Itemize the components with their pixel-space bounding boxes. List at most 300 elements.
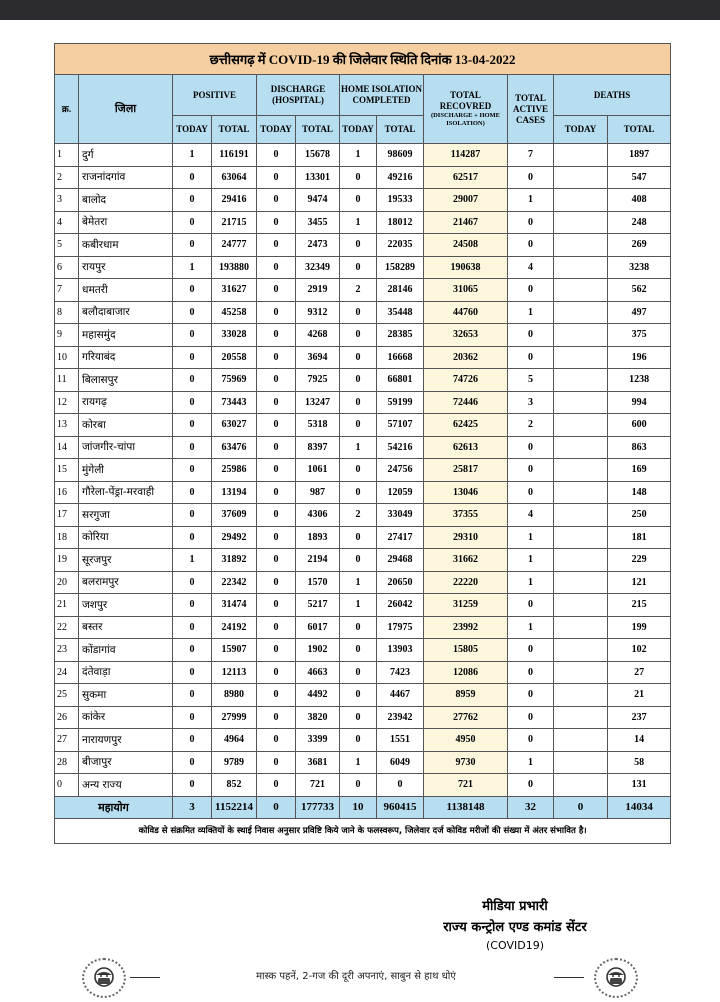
row-positive-total: 73443 bbox=[212, 391, 257, 414]
row-deaths-total: 181 bbox=[608, 526, 671, 549]
header-total-active: TOTAL ACTIVE CASES bbox=[508, 75, 554, 144]
row-deaths-total: 408 bbox=[608, 189, 671, 212]
signature-block bbox=[400, 896, 630, 952]
row-home-isolation-today: 0 bbox=[340, 729, 377, 752]
row-active-cases: 0 bbox=[508, 706, 554, 729]
header-discharge bbox=[257, 75, 340, 116]
row-positive-total: 75969 bbox=[212, 369, 257, 392]
row-serial: 22 bbox=[55, 616, 79, 639]
row-district: गौरेला-पेंड्रा-मरवाही bbox=[79, 481, 173, 504]
row-district: जांजगीर-चांपा bbox=[79, 436, 173, 459]
row-discharge-today: 0 bbox=[257, 571, 296, 594]
row-deaths-today bbox=[554, 571, 608, 594]
row-deaths-today bbox=[554, 346, 608, 369]
row-positive-today: 0 bbox=[173, 751, 212, 774]
header-positive: POSITIVE bbox=[173, 75, 257, 116]
row-home-isolation-today: 0 bbox=[340, 684, 377, 707]
row-active-cases: 0 bbox=[508, 774, 554, 797]
top-dark-bar bbox=[0, 0, 720, 20]
grand-total-deaths-today: 0 bbox=[554, 796, 608, 818]
row-serial: 1 bbox=[55, 144, 79, 167]
row-active-cases: 0 bbox=[508, 729, 554, 752]
table-row bbox=[55, 729, 671, 752]
row-discharge-total: 4663 bbox=[296, 661, 340, 684]
row-positive-today: 0 bbox=[173, 616, 212, 639]
row-serial: 7 bbox=[55, 279, 79, 302]
header-positive-total: TOTAL bbox=[212, 116, 257, 144]
row-home-isolation-today: 1 bbox=[340, 571, 377, 594]
row-discharge-today: 0 bbox=[257, 301, 296, 324]
row-active-cases: 1 bbox=[508, 751, 554, 774]
header-positive-today: TODAY bbox=[173, 116, 212, 144]
header-deaths-today: TODAY bbox=[554, 116, 608, 144]
row-active-cases: 0 bbox=[508, 211, 554, 234]
row-active-cases: 1 bbox=[508, 526, 554, 549]
table-row bbox=[55, 211, 671, 234]
row-positive-today: 0 bbox=[173, 211, 212, 234]
row-positive-total: 31627 bbox=[212, 279, 257, 302]
row-deaths-total: 250 bbox=[608, 504, 671, 527]
grand-total-recovered: 1138148 bbox=[424, 796, 508, 818]
row-district: दुर्ग bbox=[79, 144, 173, 167]
row-district: कोरिया bbox=[79, 526, 173, 549]
row-home-isolation-total: 12059 bbox=[377, 481, 424, 504]
row-district: गरियाबंद bbox=[79, 346, 173, 369]
row-total-recovered: 23992 bbox=[424, 616, 508, 639]
row-discharge-total: 2473 bbox=[296, 234, 340, 257]
row-home-isolation-total: 98609 bbox=[377, 144, 424, 167]
signature-title: मीडिया प्रभारी bbox=[482, 899, 548, 914]
row-positive-today: 0 bbox=[173, 234, 212, 257]
row-deaths-today bbox=[554, 144, 608, 167]
row-serial: 25 bbox=[55, 684, 79, 707]
row-discharge-total: 3455 bbox=[296, 211, 340, 234]
header-home-isolation-today: TODAY bbox=[340, 116, 377, 144]
row-total-recovered: 72446 bbox=[424, 391, 508, 414]
row-district: जशपुर bbox=[79, 594, 173, 617]
row-home-isolation-today: 0 bbox=[340, 234, 377, 257]
row-active-cases: 0 bbox=[508, 594, 554, 617]
row-positive-today: 1 bbox=[173, 549, 212, 572]
row-total-recovered: 15805 bbox=[424, 639, 508, 662]
row-home-isolation-total: 19533 bbox=[377, 189, 424, 212]
row-deaths-today bbox=[554, 639, 608, 662]
table-row bbox=[55, 594, 671, 617]
row-deaths-total: 131 bbox=[608, 774, 671, 797]
row-district: नारायणपुर bbox=[79, 729, 173, 752]
footnote-row bbox=[55, 818, 671, 843]
row-discharge-today: 0 bbox=[257, 526, 296, 549]
row-home-isolation-today: 0 bbox=[340, 256, 377, 279]
row-positive-today: 0 bbox=[173, 594, 212, 617]
row-deaths-total: 196 bbox=[608, 346, 671, 369]
row-deaths-today bbox=[554, 526, 608, 549]
row-deaths-today bbox=[554, 684, 608, 707]
row-active-cases: 2 bbox=[508, 414, 554, 437]
table-row bbox=[55, 369, 671, 392]
row-positive-total: 24192 bbox=[212, 616, 257, 639]
row-serial: 0 bbox=[55, 774, 79, 797]
row-active-cases: 0 bbox=[508, 459, 554, 482]
row-total-recovered: 21467 bbox=[424, 211, 508, 234]
table-row bbox=[55, 189, 671, 212]
row-total-recovered: 37355 bbox=[424, 504, 508, 527]
row-total-recovered: 20362 bbox=[424, 346, 508, 369]
header-district: जिला bbox=[79, 75, 173, 144]
table-row bbox=[55, 234, 671, 257]
row-district: बस्तर bbox=[79, 616, 173, 639]
table-row bbox=[55, 684, 671, 707]
row-discharge-today: 0 bbox=[257, 234, 296, 257]
row-home-isolation-today: 1 bbox=[340, 436, 377, 459]
row-deaths-total: 215 bbox=[608, 594, 671, 617]
row-discharge-total: 3399 bbox=[296, 729, 340, 752]
row-district: राजनांदगांव bbox=[79, 166, 173, 189]
row-discharge-today: 0 bbox=[257, 751, 296, 774]
row-serial: 27 bbox=[55, 729, 79, 752]
row-home-isolation-today: 0 bbox=[340, 301, 377, 324]
row-serial: 2 bbox=[55, 166, 79, 189]
grand-total-home-isolation-today: 10 bbox=[340, 796, 377, 818]
row-home-isolation-total: 4467 bbox=[377, 684, 424, 707]
row-serial: 10 bbox=[55, 346, 79, 369]
signature-subtitle: (COVID19) bbox=[486, 939, 544, 952]
row-serial: 14 bbox=[55, 436, 79, 459]
row-deaths-total: 863 bbox=[608, 436, 671, 459]
row-positive-today: 0 bbox=[173, 729, 212, 752]
row-discharge-total: 2919 bbox=[296, 279, 340, 302]
table-row bbox=[55, 571, 671, 594]
table-row bbox=[55, 391, 671, 414]
row-serial: 28 bbox=[55, 751, 79, 774]
row-home-isolation-total: 1551 bbox=[377, 729, 424, 752]
row-district: दंतेवाड़ा bbox=[79, 661, 173, 684]
row-district: बिलासपुर bbox=[79, 369, 173, 392]
row-discharge-today: 0 bbox=[257, 369, 296, 392]
row-home-isolation-total: 27417 bbox=[377, 526, 424, 549]
district-status-table bbox=[54, 43, 671, 844]
header-total-recovered-line2: (DISCHARGE + HOME ISOLATION) bbox=[430, 112, 501, 127]
row-positive-today: 0 bbox=[173, 774, 212, 797]
table-row bbox=[55, 256, 671, 279]
row-serial: 19 bbox=[55, 549, 79, 572]
row-discharge-total: 1061 bbox=[296, 459, 340, 482]
row-deaths-total: 148 bbox=[608, 481, 671, 504]
row-district: अन्य राज्य bbox=[79, 774, 173, 797]
row-active-cases: 1 bbox=[508, 549, 554, 572]
row-positive-total: 852 bbox=[212, 774, 257, 797]
row-home-isolation-today: 1 bbox=[340, 594, 377, 617]
row-discharge-today: 0 bbox=[257, 549, 296, 572]
table-row bbox=[55, 301, 671, 324]
row-positive-today: 0 bbox=[173, 189, 212, 212]
table-row bbox=[55, 526, 671, 549]
row-positive-today: 0 bbox=[173, 481, 212, 504]
row-positive-total: 21715 bbox=[212, 211, 257, 234]
row-active-cases: 1 bbox=[508, 189, 554, 212]
row-discharge-today: 0 bbox=[257, 166, 296, 189]
row-deaths-today bbox=[554, 729, 608, 752]
header-discharge-total: TOTAL bbox=[296, 116, 340, 144]
row-positive-total: 9789 bbox=[212, 751, 257, 774]
row-positive-today: 0 bbox=[173, 324, 212, 347]
row-district: बालोद bbox=[79, 189, 173, 212]
table-row bbox=[55, 706, 671, 729]
row-home-isolation-total: 22035 bbox=[377, 234, 424, 257]
row-positive-today: 0 bbox=[173, 504, 212, 527]
row-deaths-total: 3238 bbox=[608, 256, 671, 279]
row-positive-total: 31892 bbox=[212, 549, 257, 572]
row-home-isolation-total: 18012 bbox=[377, 211, 424, 234]
row-total-recovered: 74726 bbox=[424, 369, 508, 392]
row-serial: 26 bbox=[55, 706, 79, 729]
row-total-recovered: 31662 bbox=[424, 549, 508, 572]
header-deaths-total: TOTAL bbox=[608, 116, 671, 144]
footer-slogan-strip bbox=[70, 958, 640, 998]
row-positive-today: 1 bbox=[173, 144, 212, 167]
row-positive-total: 12113 bbox=[212, 661, 257, 684]
table-row bbox=[55, 279, 671, 302]
header-discharge-today: TODAY bbox=[257, 116, 296, 144]
header-discharge-line2: (HOSPITAL) bbox=[272, 95, 324, 105]
row-serial: 3 bbox=[55, 189, 79, 212]
row-deaths-total: 269 bbox=[608, 234, 671, 257]
row-active-cases: 0 bbox=[508, 436, 554, 459]
row-total-recovered: 27762 bbox=[424, 706, 508, 729]
row-discharge-today: 0 bbox=[257, 324, 296, 347]
row-positive-today: 0 bbox=[173, 166, 212, 189]
report-title: छत्तीसगढ़ में COVID-19 की जिलेवार स्थिति दिनांक 13-04-2022 bbox=[55, 44, 671, 75]
row-district: कबीरधाम bbox=[79, 234, 173, 257]
row-positive-today: 0 bbox=[173, 639, 212, 662]
row-district: रायपुर bbox=[79, 256, 173, 279]
row-home-isolation-today: 1 bbox=[340, 751, 377, 774]
row-total-recovered: 9730 bbox=[424, 751, 508, 774]
row-home-isolation-total: 28146 bbox=[377, 279, 424, 302]
row-home-isolation-total: 28385 bbox=[377, 324, 424, 347]
row-deaths-total: 199 bbox=[608, 616, 671, 639]
row-home-isolation-total: 0 bbox=[377, 774, 424, 797]
row-deaths-today bbox=[554, 436, 608, 459]
row-positive-today: 0 bbox=[173, 684, 212, 707]
row-total-recovered: 44760 bbox=[424, 301, 508, 324]
row-discharge-total: 5217 bbox=[296, 594, 340, 617]
row-home-isolation-total: 66801 bbox=[377, 369, 424, 392]
row-serial: 16 bbox=[55, 481, 79, 504]
row-deaths-total: 14 bbox=[608, 729, 671, 752]
row-home-isolation-total: 54216 bbox=[377, 436, 424, 459]
row-deaths-today bbox=[554, 369, 608, 392]
row-positive-total: 8980 bbox=[212, 684, 257, 707]
row-positive-today: 0 bbox=[173, 661, 212, 684]
row-active-cases: 0 bbox=[508, 639, 554, 662]
table-row bbox=[55, 346, 671, 369]
row-total-recovered: 29007 bbox=[424, 189, 508, 212]
row-district: सुकमा bbox=[79, 684, 173, 707]
masked-face-icon bbox=[594, 958, 638, 998]
row-district: धमतरी bbox=[79, 279, 173, 302]
header-discharge-line1: DISCHARGE bbox=[270, 84, 326, 94]
row-home-isolation-today: 0 bbox=[340, 639, 377, 662]
row-home-isolation-today: 0 bbox=[340, 616, 377, 639]
row-active-cases: 3 bbox=[508, 391, 554, 414]
row-active-cases: 1 bbox=[508, 616, 554, 639]
row-deaths-total: 562 bbox=[608, 279, 671, 302]
row-home-isolation-total: 20650 bbox=[377, 571, 424, 594]
row-deaths-today bbox=[554, 481, 608, 504]
row-deaths-today bbox=[554, 211, 608, 234]
grand-total-home-isolation-total: 960415 bbox=[377, 796, 424, 818]
row-district: महासमुंद bbox=[79, 324, 173, 347]
grand-total-discharge-today: 0 bbox=[257, 796, 296, 818]
row-deaths-today bbox=[554, 301, 608, 324]
row-positive-today: 0 bbox=[173, 414, 212, 437]
row-positive-total: 31474 bbox=[212, 594, 257, 617]
row-discharge-total: 13301 bbox=[296, 166, 340, 189]
row-discharge-total: 987 bbox=[296, 481, 340, 504]
row-active-cases: 0 bbox=[508, 234, 554, 257]
header-home-isolation bbox=[340, 75, 424, 116]
table-row bbox=[55, 774, 671, 797]
row-home-isolation-today: 0 bbox=[340, 391, 377, 414]
row-total-recovered: 31065 bbox=[424, 279, 508, 302]
row-positive-today: 0 bbox=[173, 526, 212, 549]
header-total-recovered bbox=[424, 75, 508, 144]
row-deaths-today bbox=[554, 774, 608, 797]
row-deaths-total: 169 bbox=[608, 459, 671, 482]
header-home-isolation-line1: HOME ISOLATION bbox=[340, 84, 423, 94]
row-discharge-total: 6017 bbox=[296, 616, 340, 639]
row-discharge-total: 4268 bbox=[296, 324, 340, 347]
row-total-recovered: 31259 bbox=[424, 594, 508, 617]
grand-total-positive-total: 1152214 bbox=[212, 796, 257, 818]
row-serial: 18 bbox=[55, 526, 79, 549]
row-positive-total: 63064 bbox=[212, 166, 257, 189]
row-total-recovered: 22220 bbox=[424, 571, 508, 594]
row-home-isolation-today: 1 bbox=[340, 211, 377, 234]
grand-total-active: 32 bbox=[508, 796, 554, 818]
row-discharge-total: 1570 bbox=[296, 571, 340, 594]
table-row bbox=[55, 481, 671, 504]
row-home-isolation-today: 0 bbox=[340, 526, 377, 549]
row-home-isolation-today: 0 bbox=[340, 706, 377, 729]
row-active-cases: 0 bbox=[508, 481, 554, 504]
row-total-recovered: 190638 bbox=[424, 256, 508, 279]
row-active-cases: 7 bbox=[508, 144, 554, 167]
row-deaths-today bbox=[554, 751, 608, 774]
row-home-isolation-total: 16668 bbox=[377, 346, 424, 369]
row-discharge-total: 2194 bbox=[296, 549, 340, 572]
table-row bbox=[55, 166, 671, 189]
row-discharge-today: 0 bbox=[257, 346, 296, 369]
row-discharge-total: 1902 bbox=[296, 639, 340, 662]
row-deaths-today bbox=[554, 414, 608, 437]
row-total-recovered: 8959 bbox=[424, 684, 508, 707]
row-positive-total: 45258 bbox=[212, 301, 257, 324]
header-home-isolation-line2: COMPLETED bbox=[352, 95, 411, 105]
row-positive-today: 1 bbox=[173, 256, 212, 279]
row-home-isolation-today: 0 bbox=[340, 414, 377, 437]
row-positive-total: 15907 bbox=[212, 639, 257, 662]
row-home-isolation-total: 33049 bbox=[377, 504, 424, 527]
row-deaths-total: 1897 bbox=[608, 144, 671, 167]
row-district: कोंडागांव bbox=[79, 639, 173, 662]
row-discharge-today: 0 bbox=[257, 391, 296, 414]
row-positive-today: 0 bbox=[173, 279, 212, 302]
row-discharge-total: 721 bbox=[296, 774, 340, 797]
row-active-cases: 0 bbox=[508, 324, 554, 347]
row-positive-total: 20558 bbox=[212, 346, 257, 369]
row-deaths-total: 600 bbox=[608, 414, 671, 437]
row-home-isolation-total: 6049 bbox=[377, 751, 424, 774]
row-total-recovered: 13046 bbox=[424, 481, 508, 504]
row-deaths-today bbox=[554, 166, 608, 189]
row-home-isolation-today: 1 bbox=[340, 144, 377, 167]
row-deaths-today bbox=[554, 189, 608, 212]
row-active-cases: 0 bbox=[508, 279, 554, 302]
row-district: बलौदाबाजार bbox=[79, 301, 173, 324]
row-home-isolation-today: 0 bbox=[340, 459, 377, 482]
row-total-recovered: 721 bbox=[424, 774, 508, 797]
row-discharge-total: 4306 bbox=[296, 504, 340, 527]
table-row bbox=[55, 639, 671, 662]
row-positive-total: 25986 bbox=[212, 459, 257, 482]
row-deaths-today bbox=[554, 616, 608, 639]
row-serial: 11 bbox=[55, 369, 79, 392]
row-deaths-total: 102 bbox=[608, 639, 671, 662]
table-body bbox=[55, 144, 671, 797]
row-positive-total: 63027 bbox=[212, 414, 257, 437]
row-serial: 17 bbox=[55, 504, 79, 527]
row-discharge-today: 0 bbox=[257, 144, 296, 167]
slogan-text: मास्क पहनें, 2-गज की दूरी अपनाएं, साबुन से हाथ धोएं bbox=[256, 971, 456, 982]
row-deaths-today bbox=[554, 706, 608, 729]
row-discharge-total: 3681 bbox=[296, 751, 340, 774]
row-active-cases: 0 bbox=[508, 684, 554, 707]
row-total-recovered: 32653 bbox=[424, 324, 508, 347]
row-positive-total: 22342 bbox=[212, 571, 257, 594]
header-total-recovered-line1: TOTAL RECOVRED bbox=[439, 90, 492, 111]
row-home-isolation-today: 0 bbox=[340, 189, 377, 212]
row-positive-today: 0 bbox=[173, 459, 212, 482]
row-positive-total: 24777 bbox=[212, 234, 257, 257]
row-discharge-today: 0 bbox=[257, 661, 296, 684]
row-discharge-total: 32349 bbox=[296, 256, 340, 279]
row-district: बेमेतरा bbox=[79, 211, 173, 234]
row-deaths-today bbox=[554, 661, 608, 684]
row-serial: 21 bbox=[55, 594, 79, 617]
row-home-isolation-total: 57107 bbox=[377, 414, 424, 437]
row-home-isolation-total: 59199 bbox=[377, 391, 424, 414]
row-deaths-today bbox=[554, 234, 608, 257]
row-home-isolation-total: 26042 bbox=[377, 594, 424, 617]
grand-total-positive-today: 3 bbox=[173, 796, 212, 818]
row-positive-today: 0 bbox=[173, 706, 212, 729]
row-district: बलरामपुर bbox=[79, 571, 173, 594]
row-deaths-total: 58 bbox=[608, 751, 671, 774]
row-deaths-today bbox=[554, 279, 608, 302]
row-home-isolation-total: 24756 bbox=[377, 459, 424, 482]
row-deaths-today bbox=[554, 459, 608, 482]
table-row bbox=[55, 751, 671, 774]
row-district: सूरजपुर bbox=[79, 549, 173, 572]
row-district: कांकेर bbox=[79, 706, 173, 729]
table-row bbox=[55, 661, 671, 684]
row-home-isolation-today: 2 bbox=[340, 504, 377, 527]
row-home-isolation-total: 35448 bbox=[377, 301, 424, 324]
row-discharge-total: 8397 bbox=[296, 436, 340, 459]
row-discharge-total: 9474 bbox=[296, 189, 340, 212]
